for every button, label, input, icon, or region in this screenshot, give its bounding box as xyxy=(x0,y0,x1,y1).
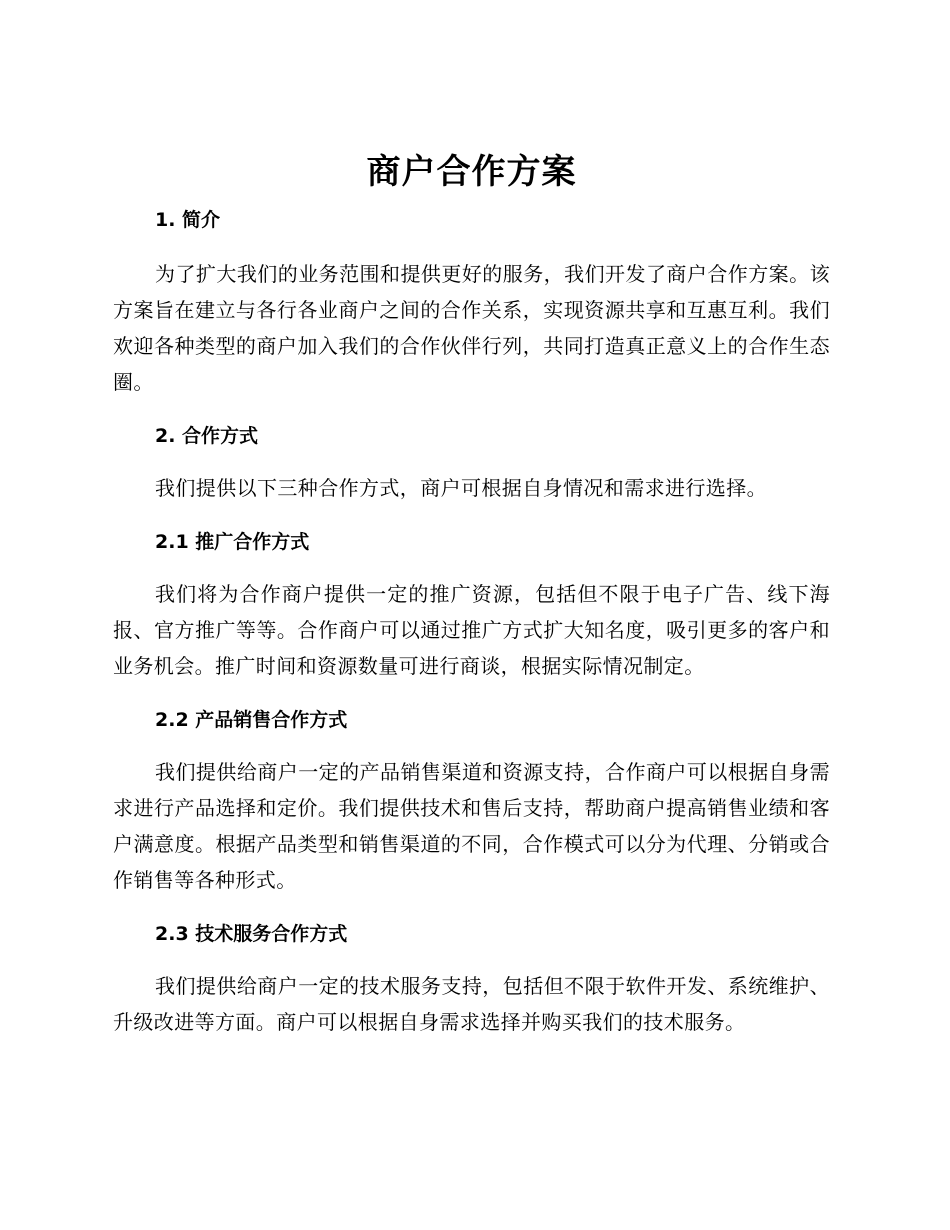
section-heading-technical-service-cooperation: 2.3 技术服务合作方式 xyxy=(155,923,348,945)
section-heading-promotion-cooperation: 2.1 推广合作方式 xyxy=(155,531,310,553)
section-paragraph-introduction: 为了扩大我们的业务范围和提供更好的服务，我们开发了商户合作方案。该方案旨在建立与各行各业商户之间的合作关系，实现资源共享和互惠互利。我们欢迎各种类型的商户加入我们的合作伙伴行列，共同打造真正意义上的合作生态圈。 xyxy=(113,262,830,394)
section-paragraph-product-sales-cooperation: 我们提供给商户一定的产品销售渠道和资源支持，合作商户可以根据自身需求进行产品选择和定价。我们提供技术和售后支持，帮助商户提高销售业绩和客户满意度。根据产品类型和销售渠道的不同，合作模式可以分为代理、分销或合作销售等各种形式。 xyxy=(113,760,830,892)
section-paragraph-technical-service-cooperation: 我们提供给商户一定的技术服务支持，包括但不限于软件开发、系统维护、升级改进等方面。商户可以根据自身需求选择并购买我们的技术服务。 xyxy=(113,974,830,1034)
section-paragraph-promotion-cooperation: 我们将为合作商户提供一定的推广资源，包括但不限于电子广告、线下海报、官方推广等等。合作商户可以通过推广方式扩大知名度，吸引更多的客户和业务机会。推广时间和资源数量可进行商谈，根据实际情况制定。 xyxy=(113,582,830,678)
section-heading-product-sales-cooperation: 2.2 产品销售合作方式 xyxy=(155,709,348,731)
section-paragraph-cooperation-methods: 我们提供以下三种合作方式，商户可根据自身情况和需求进行选择。 xyxy=(155,476,767,500)
section-heading-introduction: 1. 简介 xyxy=(155,209,221,231)
section-heading-cooperation-methods: 2. 合作方式 xyxy=(155,425,259,447)
document-title: 商户合作方案 xyxy=(366,152,577,192)
